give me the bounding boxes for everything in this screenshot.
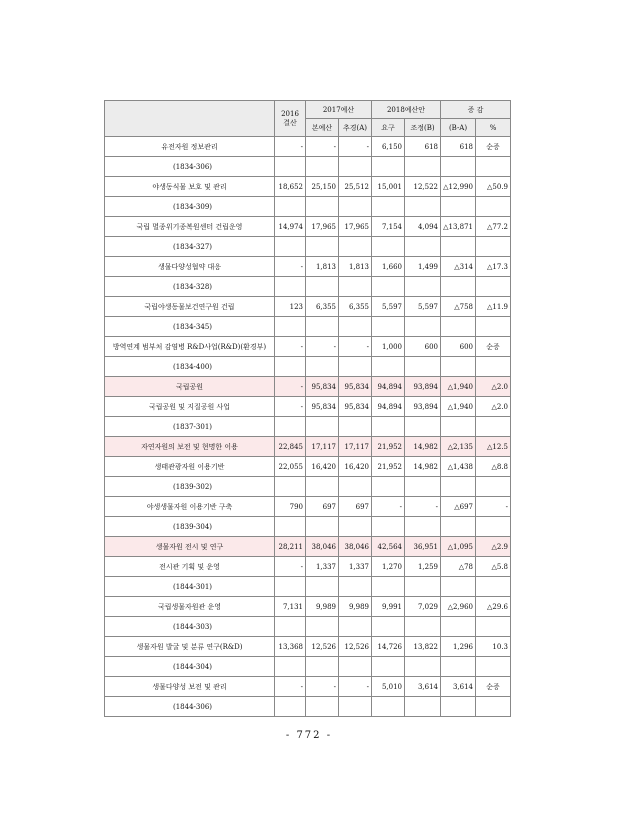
value-pct: △11.9 [476, 297, 511, 317]
value-pct: 순증 [476, 137, 511, 157]
value-diff: △1,940 [441, 397, 476, 417]
value-diff: 618 [441, 137, 476, 157]
value-2018-req: 21,952 [372, 437, 405, 457]
code-row [105, 237, 511, 257]
value-2018-adj: 618 [405, 137, 441, 157]
empty-cell [339, 477, 372, 497]
value-2017-main: 38,046 [306, 537, 339, 557]
empty-cell [476, 697, 511, 717]
value-2016: - [275, 137, 306, 157]
value-2018-adj: 14,982 [405, 457, 441, 477]
empty-cell [405, 617, 441, 637]
empty-cell [339, 317, 372, 337]
empty-cell [372, 617, 405, 637]
value-2016: 13,368 [275, 637, 306, 657]
header-2017-main: 본예산 [306, 119, 339, 137]
empty-cell [275, 197, 306, 217]
value-pct: 10.3 [476, 637, 511, 657]
empty-cell [476, 357, 511, 377]
table-row [105, 337, 511, 357]
value-2017-supp: 1,337 [339, 557, 372, 577]
empty-cell [441, 357, 476, 377]
table-row [105, 377, 511, 397]
value-pct: △8.8 [476, 457, 511, 477]
code-row [105, 617, 511, 637]
value-2018-req: 94,894 [372, 397, 405, 417]
value-2018-req: 1,660 [372, 257, 405, 277]
empty-cell [372, 237, 405, 257]
empty-cell [441, 157, 476, 177]
table-row [105, 597, 511, 617]
page-number: - 772 - [285, 730, 333, 741]
empty-cell [405, 317, 441, 337]
header-change: 증 감 [441, 101, 511, 119]
empty-cell [339, 277, 372, 297]
empty-cell [372, 577, 405, 597]
value-2017-main: 1,337 [306, 557, 339, 577]
value-2017-supp: - [339, 337, 372, 357]
empty-cell [476, 617, 511, 637]
value-2017-main: 6,355 [306, 297, 339, 317]
value-pct: △12.5 [476, 437, 511, 457]
empty-cell [306, 697, 339, 717]
empty-cell [339, 157, 372, 177]
value-2016: - [275, 377, 306, 397]
empty-cell [441, 577, 476, 597]
empty-cell [476, 197, 511, 217]
header-pct: % [476, 119, 511, 137]
empty-cell [405, 417, 441, 437]
empty-cell [441, 417, 476, 437]
empty-cell [339, 237, 372, 257]
value-2018-adj: 600 [405, 337, 441, 357]
value-pct: △2.0 [476, 397, 511, 417]
empty-cell [275, 577, 306, 597]
empty-cell [372, 317, 405, 337]
value-2017-main: 17,117 [306, 437, 339, 457]
value-diff: △78 [441, 557, 476, 577]
empty-cell [476, 277, 511, 297]
value-2018-req: 94,894 [372, 377, 405, 397]
program-code: (1834-309) [105, 197, 275, 217]
value-2017-main: - [306, 137, 339, 157]
header-2018: 2018예산안 [372, 101, 441, 119]
value-2018-adj: 93,894 [405, 377, 441, 397]
value-pct: △2.0 [476, 377, 511, 397]
value-2016: 28,211 [275, 537, 306, 557]
empty-cell [405, 657, 441, 677]
value-2018-adj: 14,982 [405, 437, 441, 457]
value-2018-adj: 4,094 [405, 217, 441, 237]
value-2017-main: 17,965 [306, 217, 339, 237]
item-name: 생물자원 발굴 및 분류 연구(R&D) [105, 637, 275, 657]
value-2017-supp: 38,046 [339, 537, 372, 557]
empty-cell [275, 357, 306, 377]
header-2017: 2017예산 [306, 101, 372, 119]
program-code: (1839-302) [105, 477, 275, 497]
empty-cell [306, 617, 339, 637]
item-name: 야생생물자원 이용기반 구축 [105, 497, 275, 517]
table-row [105, 257, 511, 277]
value-diff: △1,940 [441, 377, 476, 397]
value-2018-adj: 1,259 [405, 557, 441, 577]
value-pct: - [476, 497, 511, 517]
empty-cell [405, 577, 441, 597]
program-code: (1844-306) [105, 697, 275, 717]
value-2017-main: 95,834 [306, 397, 339, 417]
empty-cell [441, 237, 476, 257]
code-row [105, 277, 511, 297]
empty-cell [372, 417, 405, 437]
program-code: (1837-301) [105, 417, 275, 437]
empty-cell [476, 317, 511, 337]
empty-cell [441, 657, 476, 677]
empty-cell [372, 697, 405, 717]
empty-cell [372, 277, 405, 297]
item-name: 유전자원 정보관리 [105, 137, 275, 157]
table-row [105, 557, 511, 577]
value-2017-main: 25,150 [306, 177, 339, 197]
code-row [105, 697, 511, 717]
empty-cell [306, 317, 339, 337]
code-row [105, 477, 511, 497]
item-name: 국립야생동물보건연구원 건립 [105, 297, 275, 317]
value-2017-main: - [306, 677, 339, 697]
program-code: (1839-304) [105, 517, 275, 537]
value-2017-main: 16,420 [306, 457, 339, 477]
empty-cell [476, 577, 511, 597]
value-pct: △77.2 [476, 217, 511, 237]
empty-cell [476, 657, 511, 677]
value-2016: 7,131 [275, 597, 306, 617]
item-name: 방역연계 범부처 감염병 R&D사업(R&D)(환경부) [105, 337, 275, 357]
code-row [105, 357, 511, 377]
value-2016: 22,845 [275, 437, 306, 457]
item-name: 야생동식물 보호 및 관리 [105, 177, 275, 197]
value-2018-req: - [372, 497, 405, 517]
header-2017-supp: 추경(A) [339, 119, 372, 137]
table-row [105, 297, 511, 317]
empty-cell [275, 317, 306, 337]
empty-cell [405, 697, 441, 717]
value-2017-supp: 17,117 [339, 437, 372, 457]
empty-cell [441, 617, 476, 637]
program-code: (1834-306) [105, 157, 275, 177]
item-name: 국립생물자원관 운영 [105, 597, 275, 617]
empty-cell [306, 237, 339, 257]
empty-cell [476, 157, 511, 177]
value-2016: - [275, 557, 306, 577]
value-diff: △1,438 [441, 457, 476, 477]
table-row [105, 457, 511, 477]
item-name: 전시관 기획 및 운영 [105, 557, 275, 577]
empty-cell [275, 277, 306, 297]
value-2017-supp: 6,355 [339, 297, 372, 317]
item-name: 국립공원 및 지질공원 사업 [105, 397, 275, 417]
empty-cell [306, 657, 339, 677]
value-2016: - [275, 337, 306, 357]
empty-cell [339, 417, 372, 437]
budget-table [104, 100, 511, 717]
code-row [105, 197, 511, 217]
value-diff: △12,990 [441, 177, 476, 197]
value-diff: △314 [441, 257, 476, 277]
empty-cell [275, 617, 306, 637]
empty-cell [476, 477, 511, 497]
value-2016: 22,055 [275, 457, 306, 477]
value-2018-adj: 13,822 [405, 637, 441, 657]
program-code: (1834-345) [105, 317, 275, 337]
table-row [105, 437, 511, 457]
code-row [105, 657, 511, 677]
value-diff: 600 [441, 337, 476, 357]
value-2018-req: 15,001 [372, 177, 405, 197]
table-body [105, 137, 511, 717]
code-row [105, 157, 511, 177]
value-2017-main: - [306, 337, 339, 357]
table-row [105, 497, 511, 517]
value-2017-supp: - [339, 677, 372, 697]
header-name-col [105, 101, 275, 137]
item-name: 생물다양성 보전 및 관리 [105, 677, 275, 697]
program-code: (1844-301) [105, 577, 275, 597]
value-pct: △29.6 [476, 597, 511, 617]
value-pct: △50.9 [476, 177, 511, 197]
header-diff: (B-A) [441, 119, 476, 137]
empty-cell [405, 157, 441, 177]
value-2018-adj: 36,951 [405, 537, 441, 557]
header-2018-adj: 조정(B) [405, 119, 441, 137]
value-2018-req: 1,000 [372, 337, 405, 357]
table-row [105, 537, 511, 557]
value-2017-supp: 9,989 [339, 597, 372, 617]
value-2017-supp: 1,813 [339, 257, 372, 277]
value-2016: 790 [275, 497, 306, 517]
empty-cell [339, 657, 372, 677]
empty-cell [441, 197, 476, 217]
table-row [105, 637, 511, 657]
table-row [105, 137, 511, 157]
program-code: (1844-303) [105, 617, 275, 637]
program-code: (1844-304) [105, 657, 275, 677]
empty-cell [306, 417, 339, 437]
empty-cell [476, 417, 511, 437]
value-2018-req: 7,154 [372, 217, 405, 237]
value-diff: △2,960 [441, 597, 476, 617]
item-name: 국립공원 [105, 377, 275, 397]
empty-cell [339, 197, 372, 217]
header-row-1 [105, 101, 511, 119]
value-2018-adj: 93,894 [405, 397, 441, 417]
empty-cell [306, 517, 339, 537]
value-2017-main: 697 [306, 497, 339, 517]
empty-cell [339, 357, 372, 377]
empty-cell [372, 157, 405, 177]
item-name: 생물자원 전시 및 연구 [105, 537, 275, 557]
value-2018-adj: 12,522 [405, 177, 441, 197]
value-2018-adj: 5,597 [405, 297, 441, 317]
value-2017-supp: 25,512 [339, 177, 372, 197]
value-pct: △17.3 [476, 257, 511, 277]
empty-cell [405, 477, 441, 497]
value-2018-req: 14,726 [372, 637, 405, 657]
value-2018-adj: 1,499 [405, 257, 441, 277]
value-2016: 14,974 [275, 217, 306, 237]
empty-cell [476, 517, 511, 537]
header-2016: 2016 결산 [275, 101, 306, 137]
value-2017-supp: - [339, 137, 372, 157]
empty-cell [339, 517, 372, 537]
table-row [105, 177, 511, 197]
code-row [105, 417, 511, 437]
item-name: 생물다양성협약 대응 [105, 257, 275, 277]
table-row [105, 217, 511, 237]
value-2018-req: 5,010 [372, 677, 405, 697]
empty-cell [441, 317, 476, 337]
program-code: (1834-328) [105, 277, 275, 297]
empty-cell [476, 237, 511, 257]
value-diff: △2,135 [441, 437, 476, 457]
empty-cell [441, 477, 476, 497]
value-2018-req: 21,952 [372, 457, 405, 477]
table-row [105, 677, 511, 697]
value-2017-supp: 16,420 [339, 457, 372, 477]
value-2018-req: 9,991 [372, 597, 405, 617]
empty-cell [306, 477, 339, 497]
value-diff: △1,095 [441, 537, 476, 557]
value-2017-supp: 95,834 [339, 377, 372, 397]
empty-cell [441, 697, 476, 717]
empty-cell [275, 417, 306, 437]
value-diff: 3,614 [441, 677, 476, 697]
value-diff: △697 [441, 497, 476, 517]
empty-cell [405, 517, 441, 537]
value-2017-main: 9,989 [306, 597, 339, 617]
item-name: 자연자원의 보전 및 현명한 이용 [105, 437, 275, 457]
code-row [105, 317, 511, 337]
empty-cell [405, 357, 441, 377]
code-row [105, 517, 511, 537]
empty-cell [372, 477, 405, 497]
empty-cell [441, 517, 476, 537]
table-row [105, 397, 511, 417]
value-diff: △13,871 [441, 217, 476, 237]
empty-cell [441, 277, 476, 297]
empty-cell [372, 197, 405, 217]
empty-cell [306, 577, 339, 597]
item-name: 국립 멸종위기종복원센터 건립운영 [105, 217, 275, 237]
value-2016: - [275, 397, 306, 417]
value-diff: △758 [441, 297, 476, 317]
value-2018-adj: - [405, 497, 441, 517]
value-pct: △2.9 [476, 537, 511, 557]
program-code: (1834-327) [105, 237, 275, 257]
value-2017-supp: 95,834 [339, 397, 372, 417]
value-2018-req: 5,597 [372, 297, 405, 317]
empty-cell [339, 577, 372, 597]
empty-cell [275, 237, 306, 257]
empty-cell [339, 617, 372, 637]
value-2017-main: 1,813 [306, 257, 339, 277]
value-diff: 1,296 [441, 637, 476, 657]
empty-cell [405, 277, 441, 297]
empty-cell [339, 697, 372, 717]
value-2018-adj: 7,029 [405, 597, 441, 617]
value-2017-supp: 697 [339, 497, 372, 517]
empty-cell [372, 517, 405, 537]
empty-cell [306, 277, 339, 297]
program-code: (1834-400) [105, 357, 275, 377]
empty-cell [275, 517, 306, 537]
value-2016: - [275, 257, 306, 277]
empty-cell [275, 697, 306, 717]
value-pct: 순증 [476, 677, 511, 697]
value-2018-req: 1,270 [372, 557, 405, 577]
empty-cell [372, 657, 405, 677]
value-2018-adj: 3,614 [405, 677, 441, 697]
value-pct: △5.8 [476, 557, 511, 577]
empty-cell [306, 197, 339, 217]
empty-cell [306, 157, 339, 177]
value-2018-req: 42,564 [372, 537, 405, 557]
empty-cell [306, 357, 339, 377]
value-2016: - [275, 677, 306, 697]
value-2017-main: 12,526 [306, 637, 339, 657]
empty-cell [275, 477, 306, 497]
empty-cell [405, 237, 441, 257]
item-name: 생태관광자원 이용기반 [105, 457, 275, 477]
value-2016: 123 [275, 297, 306, 317]
value-2018-req: 6,150 [372, 137, 405, 157]
empty-cell [372, 357, 405, 377]
empty-cell [275, 157, 306, 177]
header-2018-req: 요구 [372, 119, 405, 137]
code-row [105, 577, 511, 597]
value-2017-supp: 12,526 [339, 637, 372, 657]
value-2017-supp: 17,965 [339, 217, 372, 237]
value-pct: 순증 [476, 337, 511, 357]
value-2016: 18,652 [275, 177, 306, 197]
empty-cell [405, 197, 441, 217]
value-2017-main: 95,834 [306, 377, 339, 397]
empty-cell [275, 657, 306, 677]
